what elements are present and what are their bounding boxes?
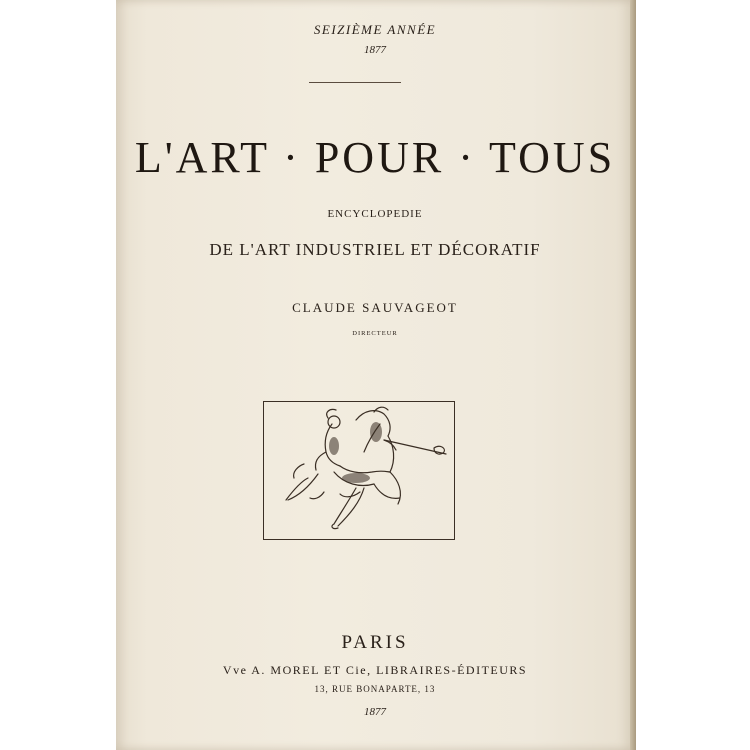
edition-year: 1877 — [364, 44, 386, 56]
centaur-engraving-icon — [264, 402, 454, 539]
author-role: DIRECTEUR — [352, 330, 398, 337]
page-edge — [630, 0, 636, 750]
edition-label: SEIZIÈME ANNÉE — [313, 22, 437, 37]
title-page — [116, 0, 634, 750]
page-title: L'ART · POUR · TOUS — [134, 133, 616, 182]
author-name: CLAUDE SAUVAGEOT — [292, 300, 458, 315]
vignette-frame — [263, 401, 455, 540]
imprint-year: 1877 — [364, 706, 386, 718]
imprint-city: PARIS — [341, 632, 409, 653]
imprint-address: 13, RUE BONAPARTE, 13 — [314, 684, 436, 694]
imprint-publisher: Vve A. MOREL ET Cie, LIBRAIRES-ÉDITEURS — [222, 663, 528, 677]
subtitle-top: ENCYCLOPEDIE — [327, 208, 423, 220]
subtitle: DE L'ART INDUSTRIEL ET DÉCORATIF — [209, 240, 541, 259]
divider-rule — [309, 82, 401, 83]
